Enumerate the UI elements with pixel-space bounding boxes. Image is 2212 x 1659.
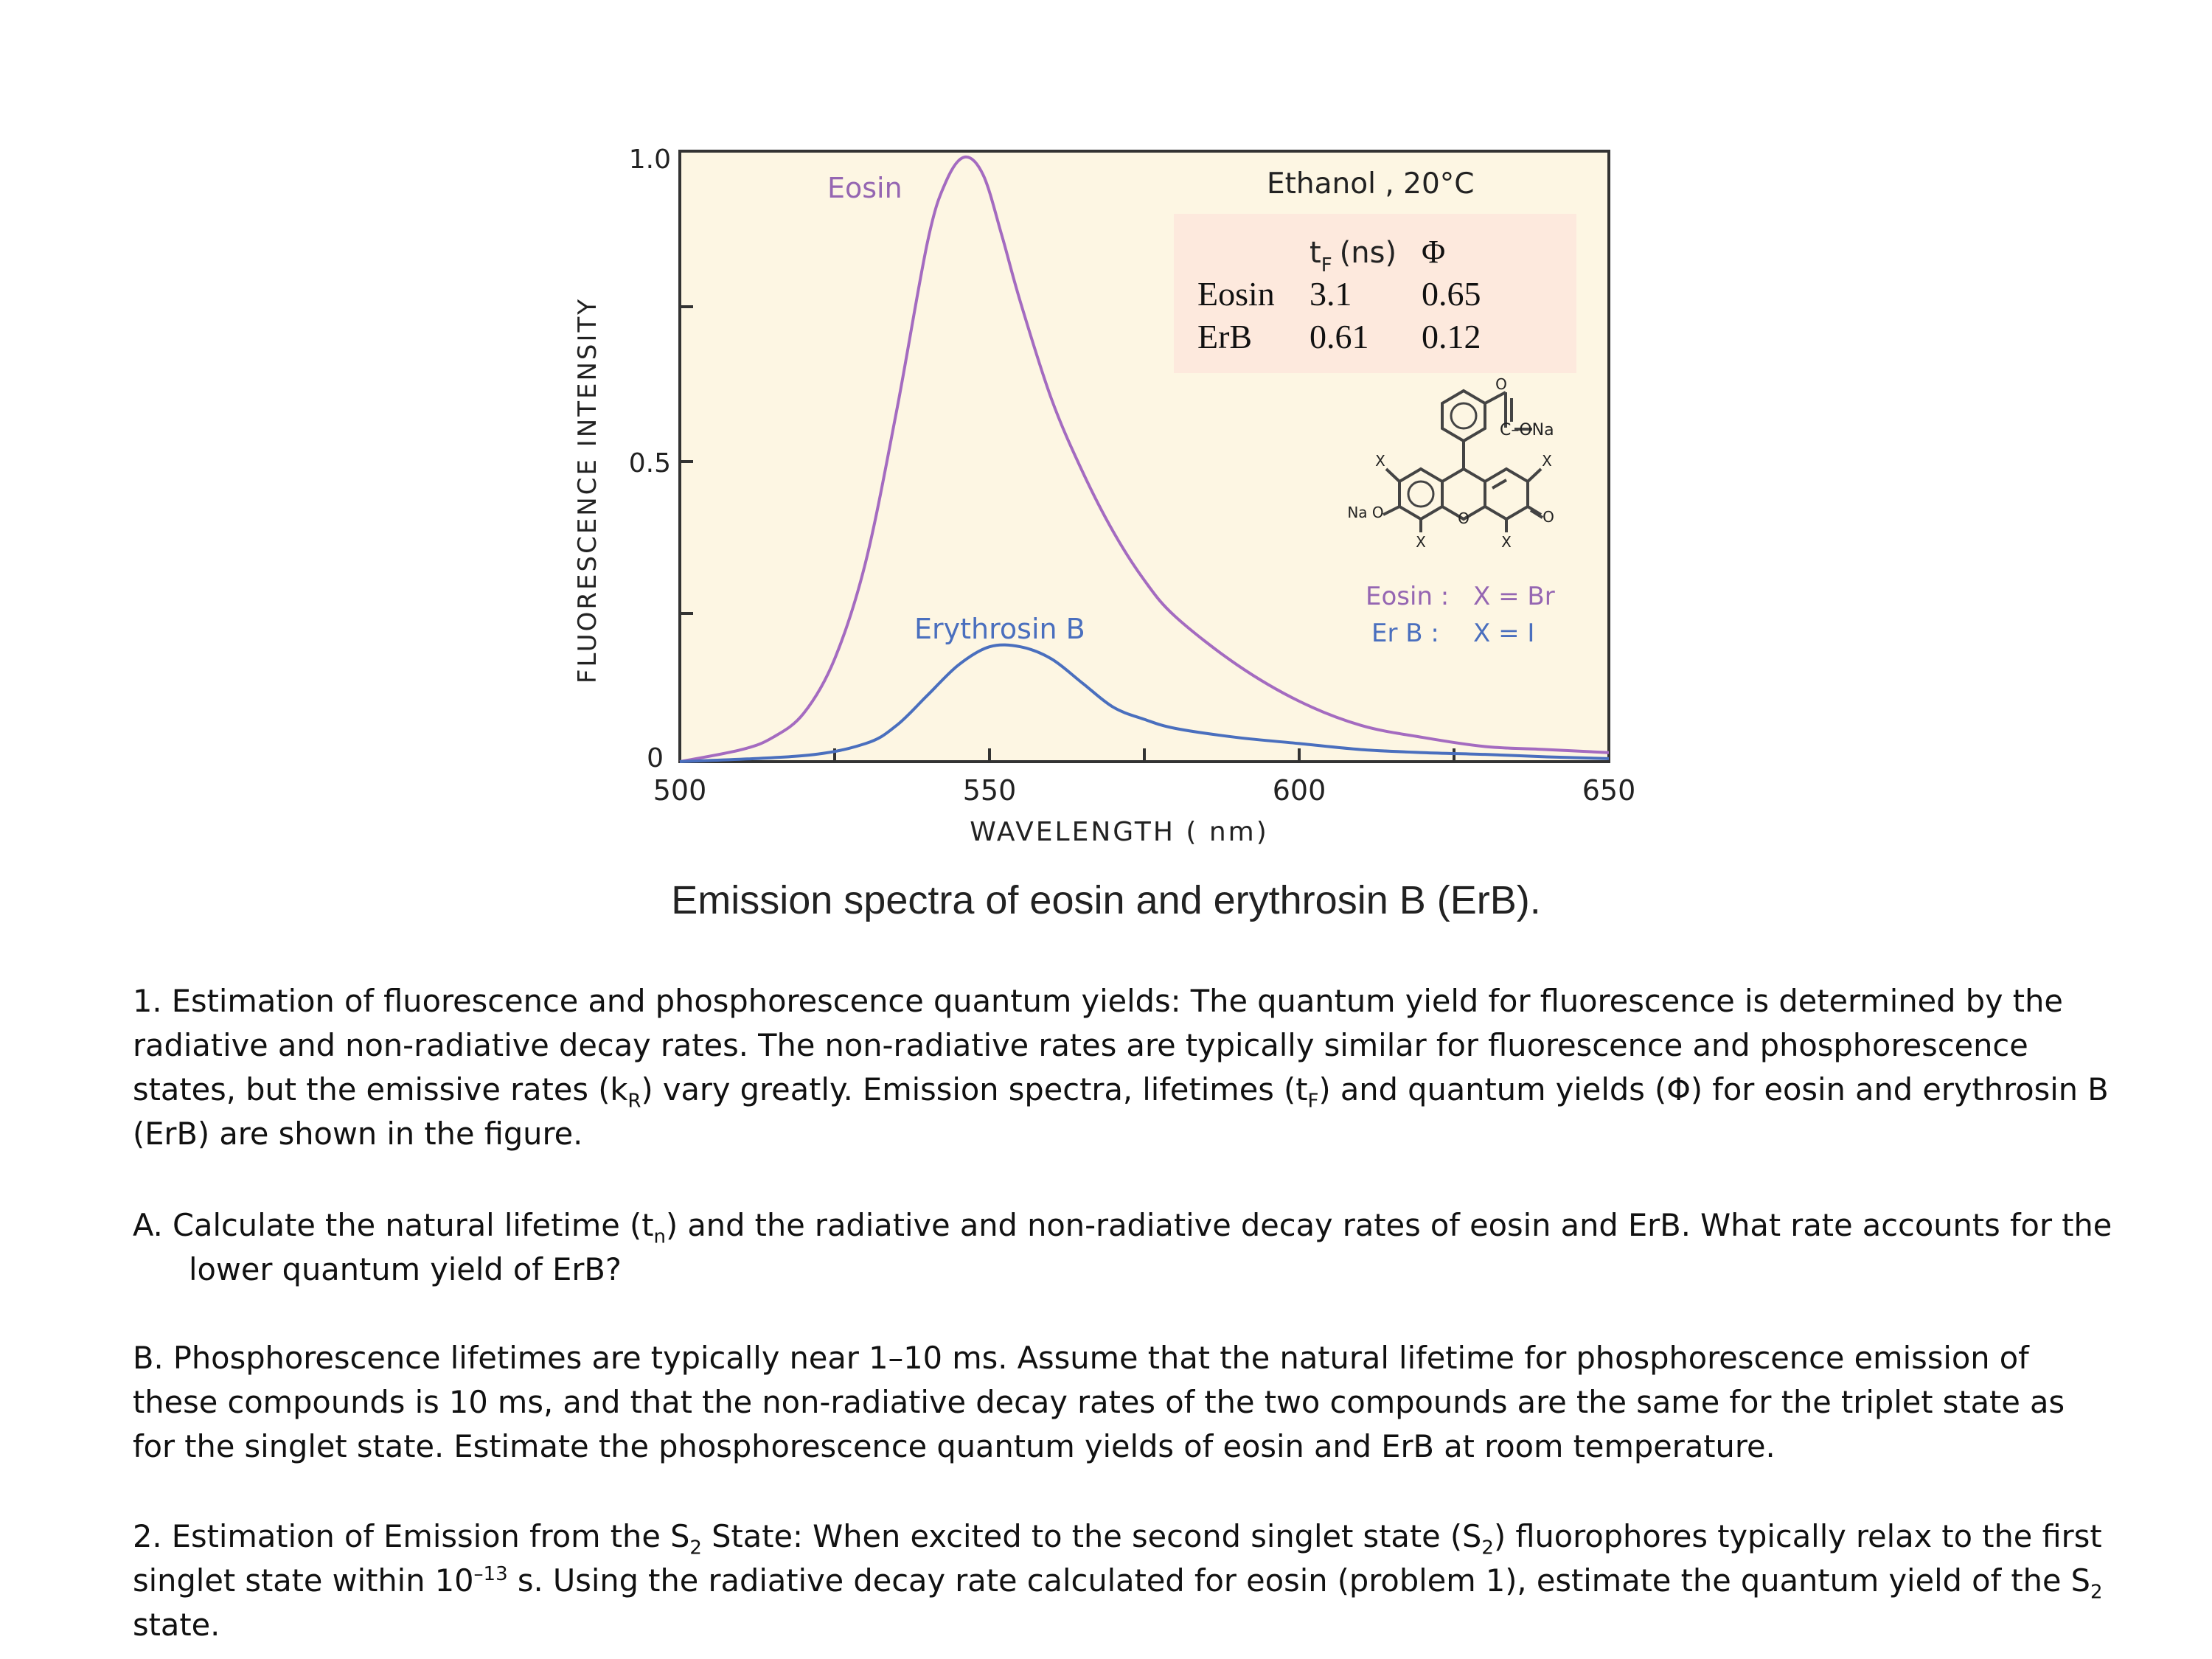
problem-1-text: 1. Estimation of fluorescence and phosphorescence quantum yields: The quantum yield for fluorescence is determined by the radiative and non-radiative decay rates. The non-radiative rates are typically similar for fluorescence and phosphorescence states, but the emissive rates $(k_R)$ vary greatly. Emission spectra, lifetimes $(t_F)$ and quantum yields (Φ) for eosin and erythrosin B (ErB) are shown in the figure. bbox=[133, 983, 2109, 1152]
x-tick-label: 650 bbox=[1582, 774, 1636, 807]
table-header-tf: $t_F$ (ns) bbox=[1310, 236, 1397, 276]
y-tick-label: 0.5 bbox=[628, 448, 671, 479]
table-row-tf: 0.61 bbox=[1310, 318, 1369, 355]
figure-caption: Emission spectra of eosin and erythrosin B (ErB). bbox=[671, 878, 1541, 922]
x-tick-label: 500 bbox=[653, 774, 707, 807]
question-a-text: A. Calculate the natural lifetime $(t_n)$ and the radiative and non-radiative decay rates of eosin and ErB. What rate accounts for the lower quantum yield of ErB? bbox=[133, 1207, 2112, 1287]
y-axis-title: FLUORESCENCE INTENSITY bbox=[573, 296, 602, 684]
structure-label: X bbox=[1542, 452, 1552, 470]
structure-label: X bbox=[1501, 533, 1512, 551]
question-b-text: B. Phosphorescence lifetimes are typically near 1–10 ms. Assume that the natural lifetime for phosphorescence emission of these compounds is 10 ms, and that the non-radiative decay rates of the two compounds are the same for the triplet state as for the singlet state. Estimate the phosphorescence quantum yields of eosin and ErB at room temperature. bbox=[133, 1340, 2065, 1464]
structure-label: O bbox=[1543, 508, 1554, 526]
table-row-phi: 0.65 bbox=[1422, 275, 1481, 313]
table-row-name: Eosin bbox=[1197, 275, 1275, 313]
structure-legend-value: X = I bbox=[1473, 619, 1535, 648]
y-tick-label: 0 bbox=[647, 743, 664, 773]
y-tick-label: 1.0 bbox=[628, 145, 671, 175]
x-axis-title: WAVELENGTH ( nm) bbox=[970, 817, 1269, 847]
structure-label: O bbox=[1458, 509, 1470, 527]
table-header-phi: Φ bbox=[1422, 234, 1446, 270]
eosin-curve-label: Eosin bbox=[827, 172, 902, 204]
structure-label: X bbox=[1416, 533, 1426, 551]
structure-label: X bbox=[1375, 452, 1385, 470]
structure-legend-label: Eosin : bbox=[1366, 582, 1450, 611]
problem-2-text: 2. Estimation of Emission from the $S_2$ State: When excited to the second singlet state $(S_2)$ fluorophores typically relax to the first singlet state within $10^{-13}$ s. Using the radiative decay rate calculated for eosin (problem 1), estimate the quantum yield of the $S_2$ state. bbox=[133, 1518, 2103, 1643]
x-tick-label: 550 bbox=[962, 774, 1017, 807]
erythrosin-curve-label: Erythrosin B bbox=[914, 613, 1085, 645]
structure-label: Na O bbox=[1347, 504, 1384, 521]
table-row-name: ErB bbox=[1197, 318, 1253, 355]
structure-label: O bbox=[1495, 375, 1507, 393]
structure-legend-value: X = Br bbox=[1473, 582, 1555, 611]
structure-label: C–ONa bbox=[1500, 421, 1554, 439]
x-tick-label: 600 bbox=[1272, 774, 1326, 807]
structure-legend-label: Er B : bbox=[1371, 619, 1439, 648]
condition-label: Ethanol , 20°C bbox=[1267, 167, 1475, 201]
table-row-tf: 3.1 bbox=[1310, 275, 1352, 313]
table-row-phi: 0.12 bbox=[1422, 318, 1481, 355]
